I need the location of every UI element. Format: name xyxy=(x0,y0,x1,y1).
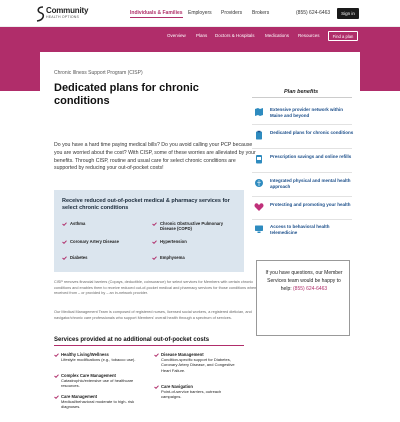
check-icon xyxy=(54,353,59,357)
service-desc: Catastrophic/extensive use of healthcare resources. xyxy=(61,378,134,389)
divider xyxy=(252,196,352,197)
check-icon xyxy=(54,395,59,399)
check-icon xyxy=(62,222,67,226)
check-icon xyxy=(62,256,67,260)
divider xyxy=(252,219,352,220)
help-phone[interactable]: (855) 624-6463 xyxy=(293,286,328,292)
telemedicine-icon xyxy=(254,224,264,234)
team-description: Our Medical Management Team is composed of registered nurses, licensed social workers, a registered dietician, and navigator/chronic care professionals who support Members' overall health through a spectrum of services. xyxy=(54,310,252,320)
benefit-telemedicine[interactable]: Access to behavioral health telemedicine xyxy=(270,224,330,235)
sub-navigation xyxy=(0,27,400,45)
check-icon xyxy=(154,353,159,357)
conditions-box xyxy=(54,190,244,272)
nav-employers[interactable]: Employers xyxy=(188,10,212,16)
services-title: Services provided at no additional out-of-pocket costs xyxy=(54,337,210,343)
check-icon xyxy=(54,374,59,378)
nav-providers[interactable]: Providers xyxy=(221,10,243,16)
benefit-integrated[interactable]: Integrated physical and mental health approach xyxy=(270,178,351,189)
benefit-chronic[interactable]: Dedicated plans for chronic conditions xyxy=(270,130,354,135)
service-desc: Condition-specific support for Diabetes, Coronary Artery Disease, and Congestive Heart Failure. xyxy=(161,357,235,373)
subnav-overview[interactable]: Overview xyxy=(167,33,186,38)
page-title: Dedicated plans for chronic conditions xyxy=(54,82,199,107)
divider xyxy=(252,97,352,98)
subnav-plans[interactable]: Plans xyxy=(196,33,208,38)
top-bar xyxy=(0,0,400,27)
benefit-protect[interactable]: Protecting and promoting your health xyxy=(270,202,351,207)
pill-icon xyxy=(254,154,264,164)
map-icon xyxy=(254,107,264,117)
subnav-medications[interactable]: Medications xyxy=(265,33,290,38)
service-item xyxy=(161,352,241,373)
check-icon xyxy=(62,240,67,244)
heart-icon xyxy=(254,202,264,212)
service-title: Care Management xyxy=(61,394,98,399)
content-card xyxy=(40,52,360,422)
service-title: Care Navigation xyxy=(161,384,193,389)
subnav-resources[interactable]: Resources xyxy=(298,33,320,38)
condition-item: Diabetes xyxy=(70,255,88,260)
condition-item: Emphysema xyxy=(160,255,185,260)
service-item xyxy=(61,352,141,362)
check-icon xyxy=(152,240,157,244)
service-item xyxy=(161,384,241,400)
clipboard-icon xyxy=(254,130,264,140)
condition-item: Chronic Obstructive Pulmonary Disease (COPD) xyxy=(160,221,224,232)
nav-brokers[interactable]: Brokers xyxy=(252,10,270,16)
service-desc: Point-of-service barriers, outreach campaigns. xyxy=(161,389,222,400)
logo[interactable] xyxy=(35,5,95,23)
condition-item: Asthma xyxy=(70,221,86,226)
eyebrow: Chronic Illness Support Program (CISP) xyxy=(54,70,143,76)
logo-subtitle: HEALTH OPTIONS xyxy=(46,15,80,19)
divider xyxy=(252,172,352,173)
service-title: Disease Management xyxy=(161,352,204,357)
divider xyxy=(252,124,352,125)
check-icon xyxy=(152,256,157,260)
benefit-prescription[interactable]: Prescription savings and online refills xyxy=(270,154,352,159)
logo-name: Community xyxy=(46,6,89,15)
service-item xyxy=(61,394,141,410)
intro-text: Do you have a hard time paying medical bills? Do you avoid calling your PCP because you are worried about the cost? With CISP, some of these worries are alleviated by your benefits. Through CISP, routine and usual care for select chronic conditions are supported by reducing your out-of-pocket costs! xyxy=(54,142,256,172)
help-text xyxy=(263,269,345,293)
check-icon xyxy=(152,222,157,226)
benefit-network[interactable]: Extensive provider network within Maine and beyond xyxy=(270,107,344,118)
service-desc: Medical/behavioral moderate to high- risk diagnoses. xyxy=(61,399,135,410)
header-phone[interactable]: (855) 624-6463 xyxy=(296,10,331,16)
condition-item: Coronary Artery Disease xyxy=(70,239,119,244)
nav-individuals[interactable]: Individuals & Families xyxy=(130,10,183,16)
service-desc: Lifestyle modifications (e.g., tobacco use). xyxy=(61,357,136,363)
find-plan-button[interactable]: Find a plan xyxy=(328,31,358,41)
service-title: Complex Care Management xyxy=(61,373,116,378)
service-item xyxy=(61,373,141,389)
check-icon xyxy=(154,385,159,389)
conditions-box-title: Receive reduced out-of-pocket medical & pharmacy services for select chronic conditions xyxy=(62,198,230,211)
brain-icon xyxy=(254,178,264,188)
subnav-doctors[interactable]: Doctors & Hospitals xyxy=(215,33,255,38)
divider xyxy=(252,148,352,149)
condition-item: Hypertension xyxy=(160,239,187,244)
divider xyxy=(54,345,244,346)
help-box xyxy=(256,260,350,336)
sidebar-title: Plan benefits xyxy=(284,89,319,95)
logo-icon xyxy=(35,5,45,23)
service-title: Healthy Living/Wellness xyxy=(61,352,109,357)
signin-button[interactable]: Sign in xyxy=(337,8,359,19)
cisp-description: CISP removes financial barriers (Copays, deductible, coinsurance) for select services for Members with certain chronic conditions and enables them to receive reduced out-of-pocket medical and pharmacy services for those conditions when received from – or provided by – an in-network provider. xyxy=(54,280,257,296)
help-message: If you have questions, our Member Services team would be happy to help: xyxy=(265,270,343,292)
